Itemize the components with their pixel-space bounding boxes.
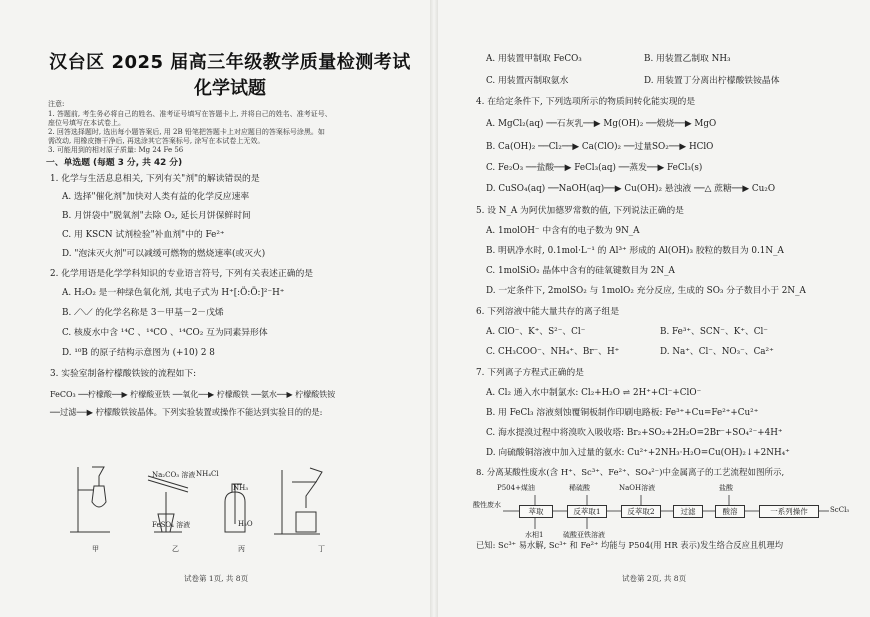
question-7: 7. 下列离子方程式正确的是 — [476, 368, 584, 378]
exam-subtitle: 化学试题 — [194, 78, 266, 99]
footer-left: 试卷第 1页, 共 8页 — [184, 574, 249, 583]
q6-option-b: B. Fe³⁺、SCN⁻、K⁺、Cl⁻ — [660, 327, 768, 337]
apparatus-ding: 丁 — [318, 545, 325, 553]
flow-top-p504: P504+煤油 — [497, 484, 535, 492]
label-nh4cl: NH₄Cl — [196, 470, 219, 478]
q1-option-d: D. "泡沫灭火剂"可以减缓可燃物的燃烧速率(或灭火) — [62, 249, 266, 259]
question-6: 6. 下列溶液中能大量共存的离子组是 — [476, 307, 620, 317]
q3-flow-line-1: FeCO₃ ──柠檬酸──▶ 柠檬酸亚铁 ──氧化──▶ 柠檬酸铁 ──氨水──▶ 柠檬酸铁铵 — [50, 390, 336, 399]
q2-option-c: C. 核废水中含 ¹⁴C 、¹⁴CO 、¹⁴CO₂ 互为同素异形体 — [62, 328, 268, 338]
flow-end: ScCl₃ — [830, 506, 850, 514]
exam-title: 汉台区 2025 届高三年级教学质量检测考试 — [49, 52, 411, 73]
q1-option-c: C. 用 KSCN 试剂检验"补血剂"中的 Fe²⁺ — [62, 230, 225, 240]
notes-head: 注意: — [48, 100, 65, 108]
flow-box-acid-dissolve: 酸溶 — [715, 505, 745, 518]
q6-option-c: C. CH₃COO⁻、NH₄⁺、Br⁻、H⁺ — [486, 347, 620, 357]
note-1: 1. 答题前, 考生务必将自己的姓名、准考证号填写在答题卡上, 并将自己的姓名、准考证号、 — [48, 110, 332, 118]
flow-bottom-aqueous: 水相1 — [525, 531, 544, 539]
footer-right: 试卷第 2页, 共 8页 — [622, 574, 687, 583]
q3-flow-line-2: ──过滤──▶ 柠檬酸铁铵晶体。下列实验装置或操作不能达到实验目的的是: — [50, 407, 323, 417]
question-1: 1. 化学与生活息息相关, 下列有关"剂"的解读错误的是 — [50, 174, 260, 184]
note-2b: 需改动, 用橡皮擦干净后, 再选涂其它答案标号, 涂写在本试卷上无效。 — [48, 137, 265, 145]
flow-start: 酸性废水 — [473, 501, 501, 509]
question-2: 2. 化学用语是化学学科知识的专业语言符号, 下列有关表述正确的是 — [50, 269, 314, 279]
flow-box-back-extract-2: 反萃取2 — [621, 505, 661, 518]
question-8: 8. 分离某酸性废水(含 H⁺、Sc³⁺、Fe²⁺、SO₄²⁻)中金属离子的工艺流程如图所示, — [476, 468, 785, 478]
q3-option-d: D. 用装置丁分离出柠檬酸铁铵晶体 — [644, 76, 780, 86]
q7-option-c: C. 海水提溴过程中将溴吹入吸收塔: Br₂+SO₂+2H₂O=2Br⁻+SO₄²⁻+4H⁺ — [486, 428, 783, 438]
note-3: 3. 可能用到的相对原子质量: Mg 24 Fe 56 — [48, 146, 184, 154]
q6-option-d: D. Na⁺、Cl⁻、NO₃⁻、Ca²⁺ — [660, 347, 774, 357]
apparatus-jia: 甲 — [92, 545, 99, 553]
apparatus-yi: 乙 — [172, 545, 179, 553]
q7-option-a: A. Cl₂ 通入水中制氯水: Cl₂+H₂O ⇌ 2H⁺+Cl⁻+ClO⁻ — [486, 388, 702, 398]
q5-option-b: B. 明矾净水时, 0.1mol·L⁻¹ 的 Al³⁺ 形成的 Al(OH)₃ 胶粒的数目为 0.1N_A — [486, 246, 784, 256]
label-h2o: H₂O — [238, 520, 253, 528]
question-3: 3. 实验室制备柠檬酸铁铵的流程如下: — [50, 369, 197, 379]
q3-option-b: B. 用装置乙制取 NH₃ — [644, 54, 731, 64]
q1-option-b: B. 月饼袋中"脱氧剂"去除 O₂, 延长月饼保鲜时间 — [62, 211, 251, 221]
q3-option-c: C. 用装置丙制取氨水 — [486, 76, 569, 86]
q8-known: 已知: Sc³⁺ 易水解, Sc³⁺ 和 Fe²⁺ 均能与 P504(用 HR 表示)发生络合反应且机理均 — [476, 540, 784, 550]
q5-option-a: A. 1molOH⁻ 中含有的电子数为 9N_A — [486, 226, 640, 236]
q5-option-c: C. 1molSiO₂ 晶体中含有的硅氧键数目为 2N_A — [486, 266, 675, 276]
q7-option-d: D. 向硫酸铜溶液中加入过量的氨水: Cu²⁺+2NH₃·H₂O=Cu(OH)₂↓+2NH₄⁺ — [486, 448, 790, 458]
label-feso4: FeSO₄ 溶液 — [152, 521, 191, 529]
q6-option-a: A. ClO⁻、K⁺、S²⁻、Cl⁻ — [486, 327, 586, 337]
flow-top-naoh: NaOH溶液 — [619, 484, 656, 492]
note-1b: 座位号填写在本试卷上。 — [48, 119, 125, 127]
flow-box-series-ops: 一系列操作 — [759, 505, 819, 518]
flow-bottom-feso4: 硫酸亚铁溶液 — [563, 531, 605, 539]
question-5: 5. 设 N_A 为阿伏加德罗常数的值, 下列说法正确的是 — [476, 206, 684, 216]
section-heading: 一、单选题 (每题 3 分, 共 42 分) — [46, 158, 183, 168]
flow-box-extraction: 萃取 — [519, 505, 553, 518]
label-na2co3: Na₂CO₃ 溶液 — [152, 471, 196, 479]
q4-option-c: C. Fe₂O₃ ──盐酸──▶ FeCl₃(aq) ──蒸发──▶ FeCl₃(s) — [486, 163, 703, 173]
note-2: 2. 回答选择题时, 选出每小题答案后, 用 2B 铅笔把答题卡上对应题目的答案标号涂黑。如 — [48, 128, 325, 136]
q4-option-a: A. MgCl₂(aq) ──石灰乳──▶ Mg(OH)₂ ──煅烧──▶ MgO — [486, 119, 717, 129]
label-nh3: NH₃ — [233, 484, 249, 492]
q1-option-a: A. 选择"催化剂"加快对人类有益的化学反应速率 — [62, 192, 250, 202]
q2-option-d: D. ¹⁰B 的原子结构示意图为 (+10) 2 8 — [62, 348, 215, 358]
q2-option-a: A. H₂O₂ 是一种绿色氧化剂, 其电子式为 H⁺[:Ö:Ö:]²⁻H⁺ — [62, 288, 285, 298]
q7-option-b: B. 用 FeCl₃ 溶液刻蚀覆铜板制作印刷电路板: Fe³⁺+Cu=Fe²⁺+Cu²⁺ — [486, 408, 759, 418]
question-4: 4. 在给定条件下, 下列选项所示的物质间转化能实现的是 — [476, 97, 696, 107]
apparatus-bing: 丙 — [238, 545, 245, 553]
flow-box-filter: 过滤 — [673, 505, 703, 518]
flow-top-hcl: 盐酸 — [719, 484, 733, 492]
flow-top-h2so4: 稀硫酸 — [569, 484, 590, 492]
q4-option-d: D. CuSO₄(aq) ──NaOH(aq)──▶ Cu(OH)₂ 悬浊液 ──△ 蔗糖──▶ Cu₂O — [486, 184, 776, 194]
q4-option-b: B. Ca(OH)₂ ──Cl₂──▶ Ca(ClO)₂ ──过量SO₂──▶ HClO — [486, 142, 714, 152]
q2-option-b: B. ⟋⟍⟋ 的化学名称是 3－甲基－2－戊烯 — [62, 308, 224, 318]
page-gutter — [430, 0, 438, 617]
q5-option-d: D. 一定条件下, 2molSO₂ 与 1molO₂ 充分反应, 生成的 SO₃ 分子数目小于 2N_A — [486, 286, 806, 296]
q3-option-a: A. 用装置甲制取 FeCO₃ — [486, 54, 582, 64]
left-page — [0, 0, 430, 617]
flow-box-back-extract-1: 反萃取1 — [567, 505, 607, 518]
